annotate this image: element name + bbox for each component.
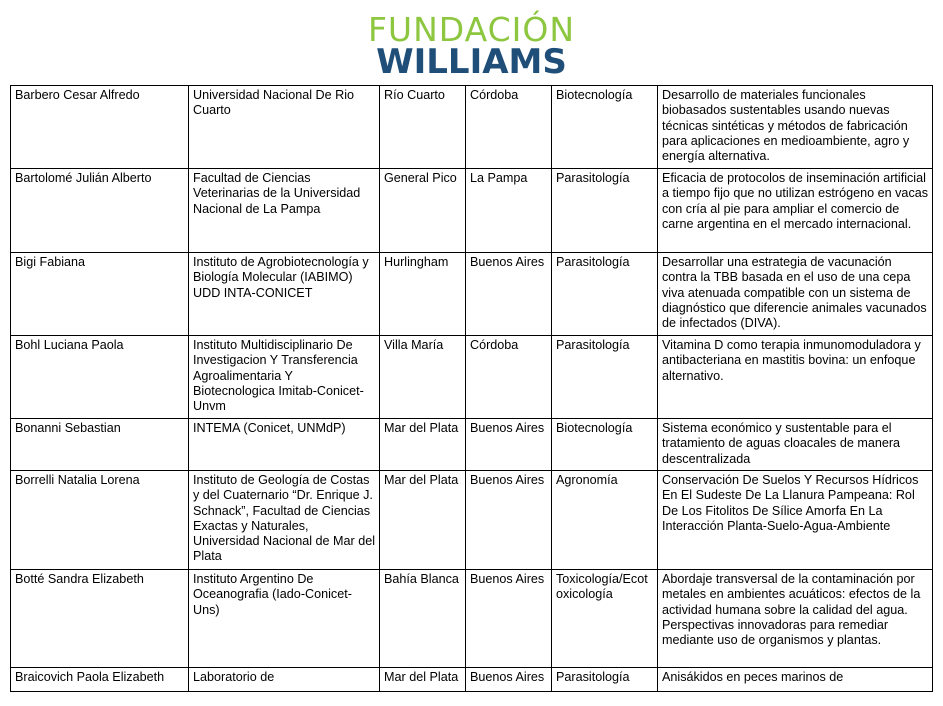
province-cell: Buenos Aires: [466, 419, 552, 471]
province-cell: La Pampa: [466, 169, 552, 253]
discipline-cell: Biotecnología: [552, 419, 658, 471]
province-cell: Buenos Aires: [466, 471, 552, 570]
institution-cell: Universidad Nacional De Rio Cuarto: [189, 86, 380, 169]
discipline-cell: Biotecnología: [552, 86, 658, 169]
discipline-cell: Parasitología: [552, 169, 658, 253]
city-cell: Hurlingham: [380, 253, 466, 336]
institution-cell: Instituto Multidisciplinario De Investigacion Y Transferencia Agroalimentaria Y Biotecnologica Imitab-Conicet-Unvm: [189, 336, 380, 419]
province-cell: Córdoba: [466, 336, 552, 419]
table-row: [11, 471, 933, 570]
province-cell: Buenos Aires: [466, 253, 552, 336]
researcher-name-cell: Braicovich Paola Elizabeth: [11, 668, 189, 692]
project-title-cell: Anisákidos en peces marinos de: [658, 668, 933, 692]
table-row: [11, 169, 933, 253]
grants-table: [10, 85, 933, 692]
institution-cell: Instituto Argentino De Oceanografia (Iado-Conicet-Uns): [189, 570, 380, 668]
city-cell: Mar del Plata: [380, 471, 466, 570]
province-cell: Buenos Aires: [466, 668, 552, 692]
province-cell: Córdoba: [466, 86, 552, 169]
table-row: [11, 570, 933, 668]
project-title-cell: Abordaje transversal de la contaminación por metales en ambientes acuáticos: efectos de la actividad humana sobre la calidad del agua. Perspectivas innovadoras para remediar mediante uso de organismos y plantas.: [658, 570, 933, 668]
researcher-name-cell: Botté Sandra Elizabeth: [11, 570, 189, 668]
province-cell: Buenos Aires: [466, 570, 552, 668]
city-cell: Villa María: [380, 336, 466, 419]
institution-cell: Instituto de Agrobiotecnología y Biología Molecular (IABIMO) UDD INTA-CONICET: [189, 253, 380, 336]
city-cell: Mar del Plata: [380, 668, 466, 692]
discipline-cell: Agronomía: [552, 471, 658, 570]
table-row: [11, 419, 933, 471]
table-row: [11, 668, 933, 692]
table-row: [11, 253, 933, 336]
researcher-name-cell: Bohl Luciana Paola: [11, 336, 189, 419]
project-title-cell: Vitamina D como terapia inmunomoduladora y antibacteriana en mastitis bovina: un enfoque alternativo.: [658, 336, 933, 419]
project-title-cell: Conservación De Suelos Y Recursos Hídricos En El Sudeste De La Llanura Pampeana: Rol De Los Fitolitos De Sílice Amorfa En La Interacción Planta-Suelo-Agua-Ambiente: [658, 471, 933, 570]
logo-line-1: FUNDACIÓN: [367, 10, 576, 49]
project-title-cell: Sistema económico y sustentable para el tratamiento de aguas cloacales de manera descentralizada: [658, 419, 933, 471]
city-cell: Bahía Blanca: [380, 570, 466, 668]
institution-cell: INTEMA (Conicet, UNMdP): [189, 419, 380, 471]
table-row: [11, 86, 933, 169]
project-title-cell: Desarrollo de materiales funcionales biobasados sustentables usando nuevas técnicas sintéticas y métodos de fabricación para aplicaciones en medioambiente, agro y energía alternativa.: [658, 86, 933, 169]
discipline-cell: Parasitología: [552, 336, 658, 419]
researcher-name-cell: Bartolomé Julián Alberto: [11, 169, 189, 253]
city-cell: Río Cuarto: [380, 86, 466, 169]
project-title-cell: Eficacia de protocolos de inseminación artificial a tiempo fijo que no utilizan estrógeno en vacas con cría al pie para ampliar el comercio de carne argentina en el mercado internacional.: [658, 169, 933, 253]
researcher-name-cell: Borrelli Natalia Lorena: [11, 471, 189, 570]
logo-line-2: WILLIAMS: [376, 42, 567, 82]
discipline-cell: Toxicología/Ecotoxicología: [552, 570, 658, 668]
city-cell: Mar del Plata: [380, 419, 466, 471]
institution-cell: Instituto de Geología de Costas y del Cuaternario “Dr. Enrique J. Schnack”, Facultad de Ciencias Exactas y Naturales, Universidad Nacional de Mar del Plata: [189, 471, 380, 570]
fundacion-williams-logo: [0, 12, 943, 80]
researcher-name-cell: Barbero Cesar Alfredo: [11, 86, 189, 169]
researcher-name-cell: Bigi Fabiana: [11, 253, 189, 336]
project-title-cell: Desarrollar una estrategia de vacunación contra la TBB basada en el uso de una cepa viva atenuada compatible con un sistema de diagnóstico que diferencie animales vacunados de infectados (DIVA).: [658, 253, 933, 336]
city-cell: General Pico: [380, 169, 466, 253]
researcher-name-cell: Bonanni Sebastian: [11, 419, 189, 471]
discipline-cell: Parasitología: [552, 668, 658, 692]
table-row: [11, 336, 933, 419]
institution-cell: Facultad de Ciencias Veterinarias de la Universidad Nacional de La Pampa: [189, 169, 380, 253]
institution-cell: Laboratorio de: [189, 668, 380, 692]
discipline-cell: Parasitología: [552, 253, 658, 336]
